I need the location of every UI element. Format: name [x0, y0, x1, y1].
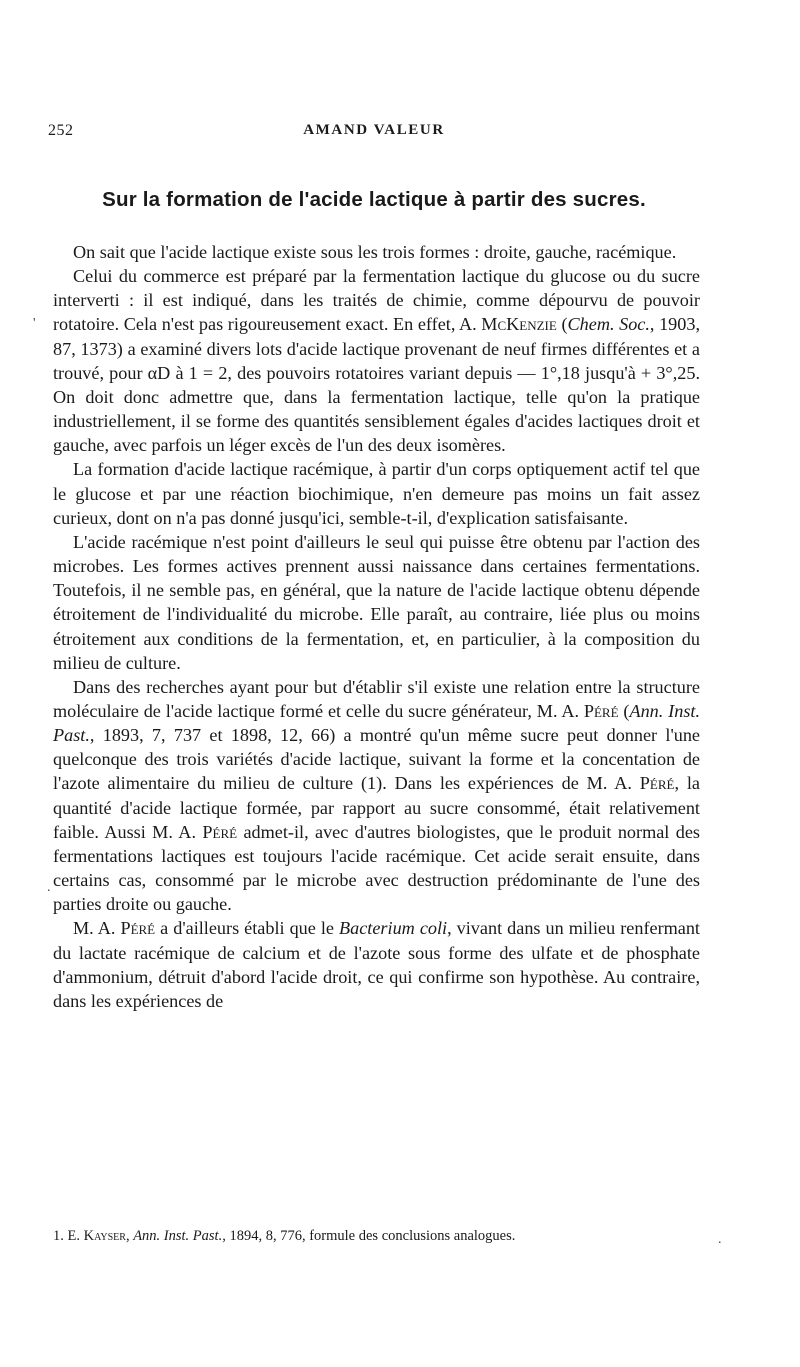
- species-name: Bacterium coli: [339, 918, 448, 939]
- article-body: [53, 240, 700, 1013]
- footnote-journal: Ann. Inst. Past.: [133, 1228, 223, 1244]
- paragraph-2: Celui du commerce est préparé par la fermentation lactique du glucose ou du sucre interverti : il est indiqué, dans les traités de chimie, comme dépourvu de pouvoir rotatoire. Cela n'est pas rigoureusement exact. En effet, A. McKenzie (Chem. Soc., 1903, 87, 1373) a examiné divers lots d'acide lactique provenant de neuf firmes différentes et a trouvé, pour αD à 1 = 2, des pouvoirs rotatoires variant depuis — 1°,18 jusqu'à + 3°,25. On doit donc admettre que, dans la fermentation lactique, telle qu'on la pratique industriellement, il se forme des quantités sensiblement égales d'acides lactiques droit et gauche, avec parfois un léger excès de l'un des deux isomères.: [53, 266, 701, 456]
- page-number: 252: [48, 122, 74, 139]
- paragraph-3: La formation d'acide lactique racémique, à partir d'un corps optiquement actif tel que le glucose et par une réaction biochimique, n'en demeure pas moins un fait assez curieux, dont on n'a pas donné jusqu'ici, semble-t-il, d'explication satisfaisante.: [53, 459, 700, 528]
- author-name: McKenzie: [481, 314, 557, 335]
- scan-speck: .: [718, 1232, 722, 1247]
- paragraph-6: M. A. Péré a d'ailleurs établi que le Bacterium coli, vivant dans un milieu renfermant du lactate racémique de calcium et de l'azote sous forme des ulfate et de phosphate d'ammonium, détruit d'abord l'acide droit, ce qui confirme son hypothèse. Au contraire, dans les expériences de: [53, 918, 700, 1011]
- journal-name: Ann. Inst. Past.: [53, 700, 700, 746]
- author-name: Péré: [202, 821, 238, 842]
- scan-speck: .: [47, 880, 51, 895]
- paragraph-4: L'acide racémique n'est point d'ailleurs le seul qui puisse être obtenu par l'action des microbes. Les formes actives prennent aussi naissance dans certaines fermentations. Toutefois, il ne semble pas, en général, que la nature de l'acide lactique obtenu dépende étroitement de l'individualité du microbe. Elle paraît, au contraire, liée plus ou moins étroitement aux conditions de la fermentation, et, en particulier, à la composition du milieu de culture.: [53, 531, 700, 673]
- article-title: Sur la formation de l'acide lactique à partir des sucres.: [102, 188, 646, 211]
- running-head: [48, 122, 700, 148]
- journal-name: Chem. Soc.: [567, 314, 650, 335]
- running-title: AMAND VALEUR: [303, 122, 445, 138]
- footnote: 1. E. Kayser, Ann. Inst. Past., 1894, 8, 776, formule des conclusions analogues.: [53, 1228, 516, 1244]
- paragraph-5: Dans des recherches ayant pour but d'établir s'il existe une relation entre la structure moléculaire de l'acide lactique formé et celle du sucre générateur, M. A. Péré (Ann. Inst. Past., 1893, 7, 737 et 1898, 12, 66) a montré qu'un même sucre peut donner l'une quelconque des trois variétés d'acide lactique, suivant la forme et la concentation de l'azote alimentaire du milieu de culture (1). Dans les expériences de M. A. Péré, la quantité d'acide lactique formée, par rapport au sucre consommé, était relativement faible. Aussi M. A. Péré admet-il, avec d'autres biologistes, que le produit normal des fermentations lactiques est toujours l'acide racémique. Cet acide serait ensuite, dans certains cas, consommé par le microbe avec destruction prédominante de l'une des parties droite ou gauche.: [53, 676, 700, 915]
- scan-speck: ': [33, 316, 36, 331]
- paragraph-1: On sait que l'acide lactique existe sous les trois formes : droite, gauche, racémique.: [73, 242, 677, 262]
- footnote-author: Kayser: [83, 1228, 126, 1244]
- author-name: Péré: [583, 700, 619, 721]
- author-name: Péré: [639, 773, 675, 794]
- author-name: Péré: [120, 918, 156, 939]
